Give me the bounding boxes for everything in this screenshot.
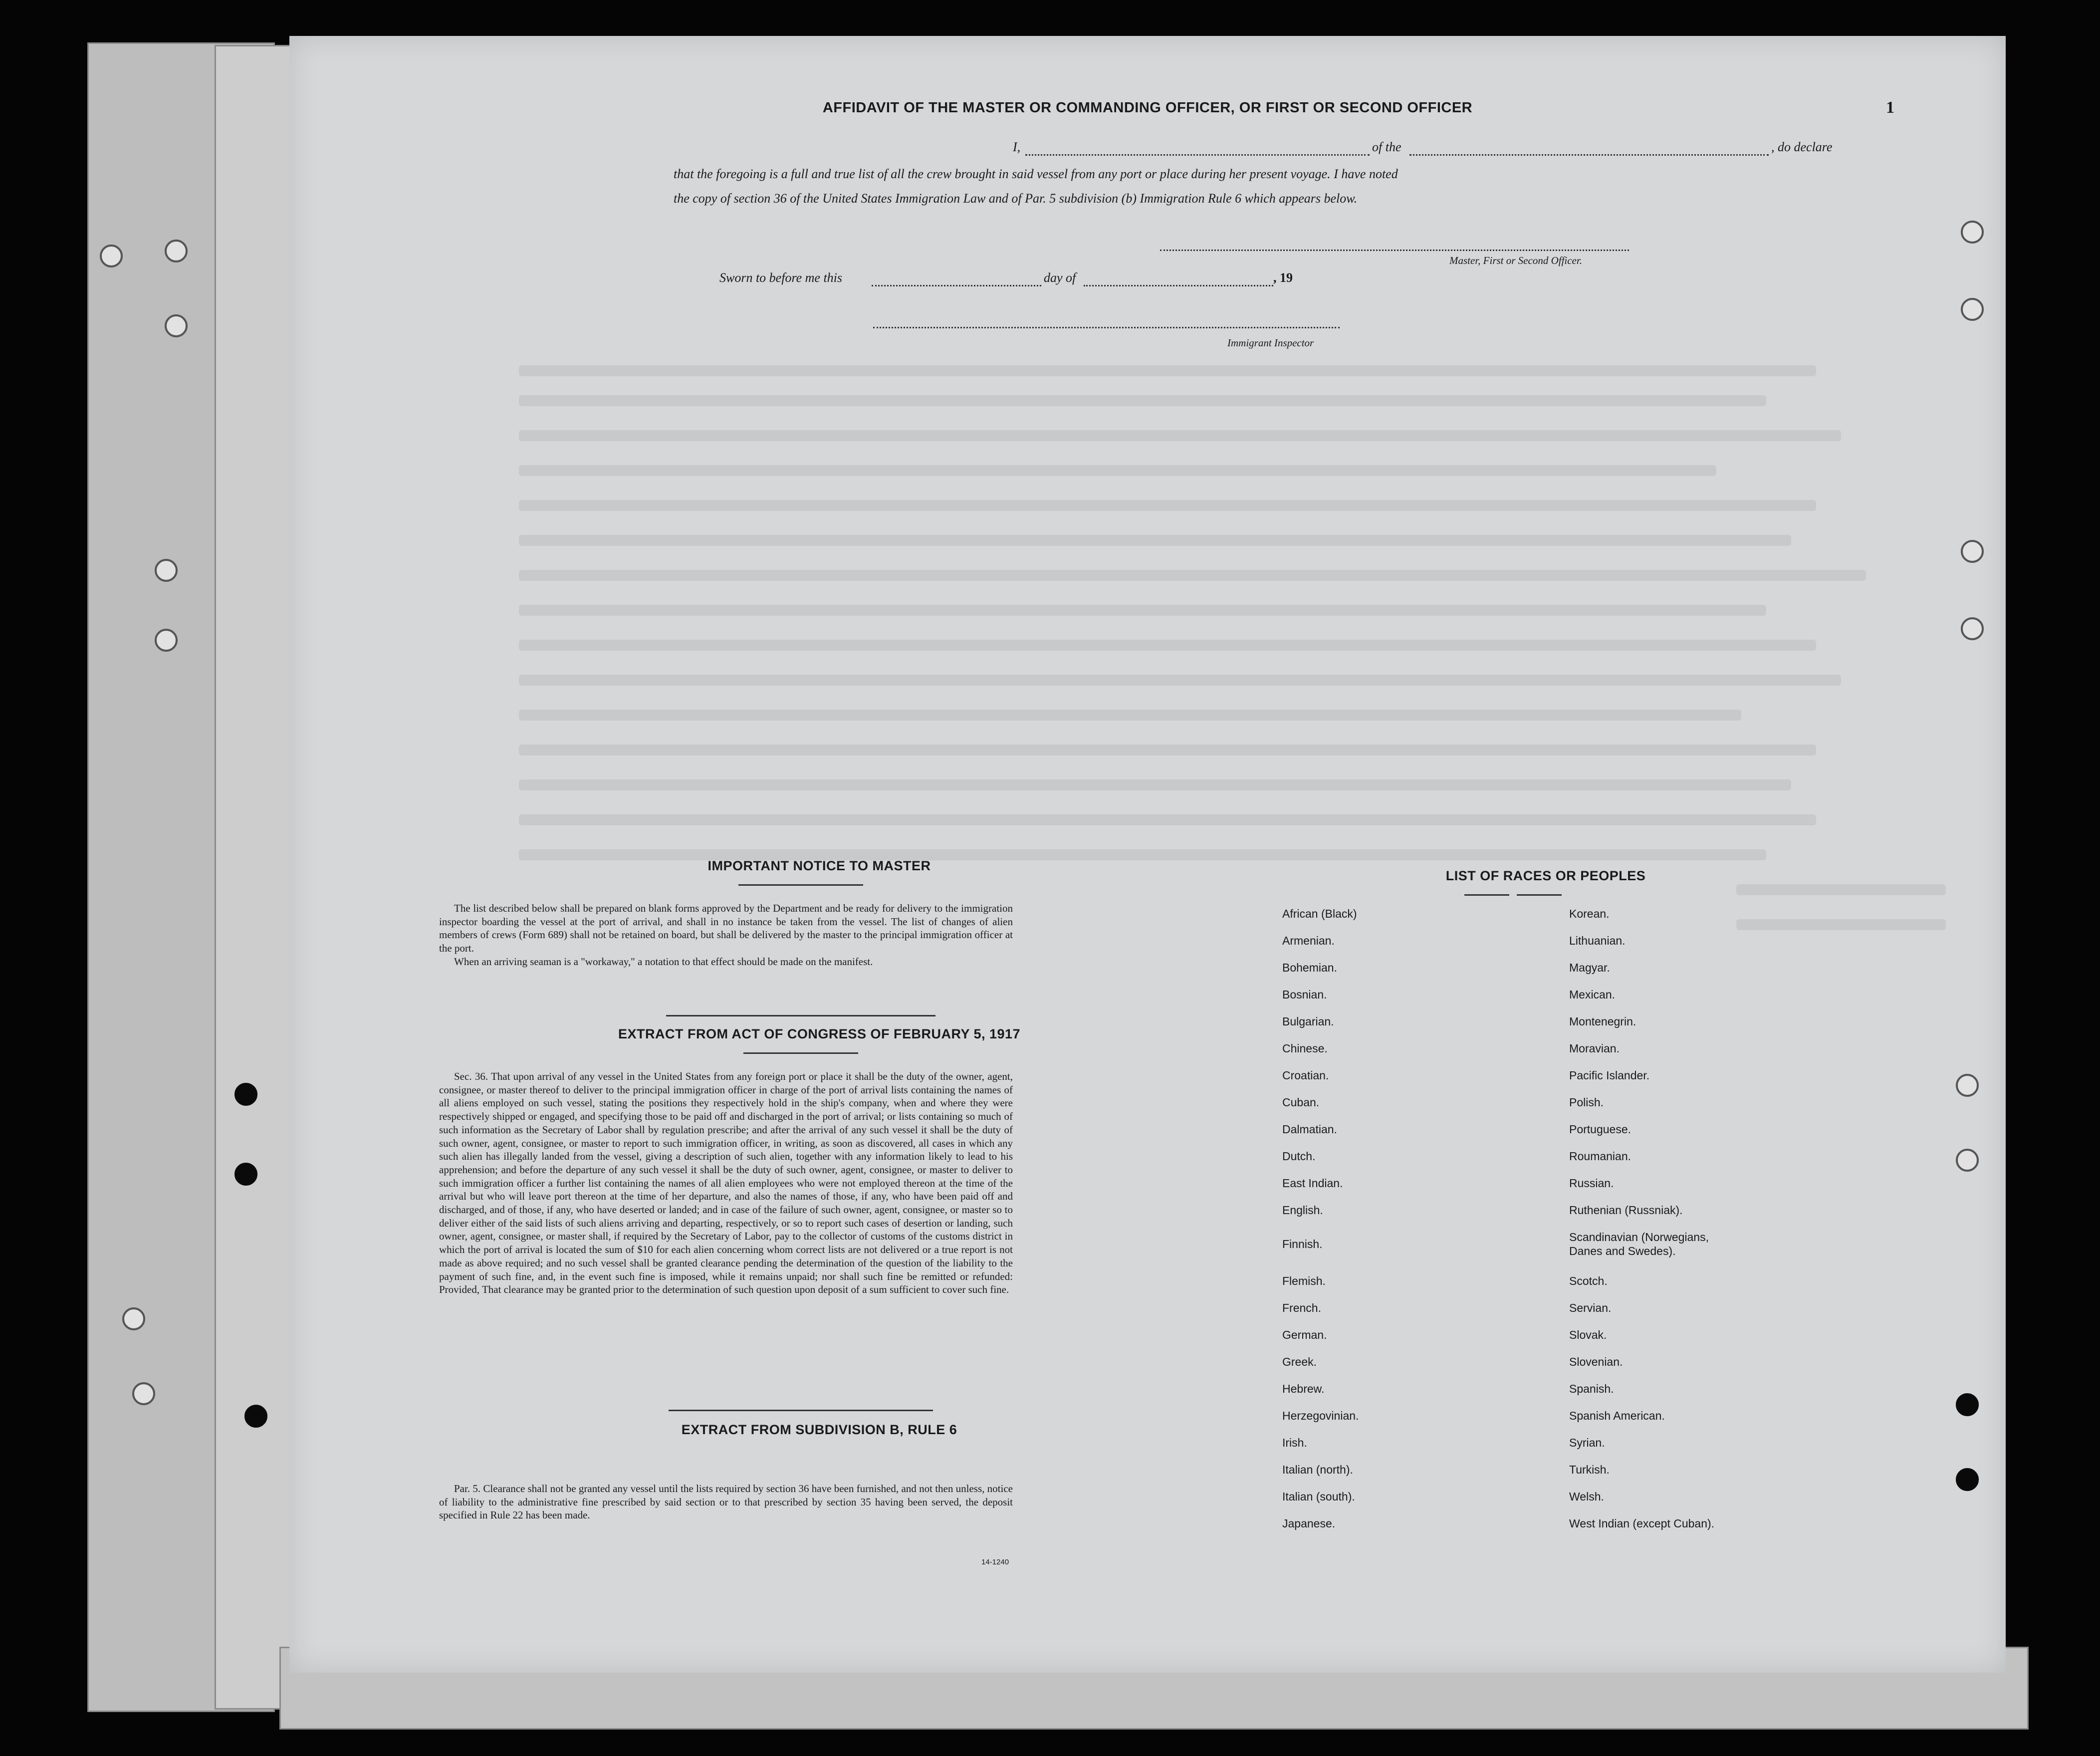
affidavit-do-declare-label: , do declare (1771, 140, 1833, 154)
punch-hole (1956, 1149, 1979, 1172)
punch-hole (1961, 221, 1984, 244)
race-item: Magyar. (1569, 961, 1610, 974)
race-item: Dutch. (1282, 1150, 1316, 1163)
extract-rule-text: Par. 5. Clearance shall not be granted any vessel until the lists required by section 36 have been furnished, and not then unless, notice of liability to the administrative fine prescribed by said section or to that prescribed by section 35 having been served, the deposit specified in Rule 22 has been made. (439, 1483, 1013, 1521)
punch-hole (132, 1382, 155, 1405)
inspector-caption: Immigrant Inspector (1227, 337, 1314, 349)
bleed-through-row (519, 675, 1841, 686)
race-item: Servian. (1569, 1301, 1612, 1314)
sworn-day-of: day of (1044, 270, 1076, 285)
race-item: Spanish American. (1569, 1409, 1665, 1422)
extract-act-heading: EXTRACT FROM ACT OF CONGRESS OF FEBRUARY 5, 1917 (618, 1026, 1021, 1041)
race-item: African (Black) (1282, 907, 1357, 920)
notice-body (439, 902, 1013, 969)
extract-rule-heading: EXTRACT FROM SUBDIVISION B, RULE 6 (681, 1422, 957, 1437)
bleed-through-row (519, 535, 1791, 546)
inspector-signature-line[interactable] (873, 327, 1340, 328)
bleed-through-row (519, 745, 1816, 755)
affidavit-declaration-line (723, 140, 1921, 155)
race-item: Chinese. (1282, 1042, 1328, 1055)
race-item: Hebrew. (1282, 1382, 1325, 1395)
race-item: French. (1282, 1301, 1321, 1314)
sworn-line (719, 270, 1368, 290)
punch-hole (234, 1163, 257, 1186)
race-item: Italian (north). (1282, 1463, 1353, 1476)
punch-hole (1961, 540, 1984, 563)
bleed-through-row (519, 465, 1716, 476)
race-item: Spanish. (1569, 1382, 1614, 1395)
punch-hole (165, 240, 188, 262)
section-rule (669, 1410, 933, 1411)
punch-hole (1956, 1393, 1979, 1416)
race-item: Armenian. (1282, 934, 1335, 947)
punch-hole (1956, 1468, 1979, 1491)
extract-act-rule (743, 1052, 858, 1054)
punch-hole (244, 1405, 267, 1428)
race-item: Herzegovinian. (1282, 1409, 1359, 1422)
punch-hole (234, 1083, 257, 1106)
punch-hole (100, 245, 123, 267)
race-item: Flemish. (1282, 1274, 1326, 1287)
bleed-through-row (1736, 919, 1946, 930)
section-rule (666, 1015, 935, 1016)
bleed-through-row (519, 570, 1866, 581)
race-item: Slovak. (1569, 1328, 1607, 1341)
notice-paragraph-2: When an arriving seaman is a "workaway," a notation to that effect should be made on the manifest. (454, 955, 873, 968)
races-heading: LIST OF RACES OR PEOPLES (1445, 868, 1646, 883)
punch-hole (155, 629, 178, 652)
form-number: 14-1240 (981, 1558, 1009, 1566)
bleed-through-row (519, 779, 1791, 790)
bleed-through-row (519, 710, 1741, 721)
master-name-blank[interactable] (1025, 154, 1370, 156)
races-rule (1464, 894, 1509, 896)
race-item: English. (1282, 1204, 1323, 1217)
sworn-prefix: Sworn to before me this (719, 270, 843, 285)
race-item: Montenegrin. (1569, 1015, 1636, 1028)
extract-rule-body (439, 1482, 1013, 1522)
affidavit-line-2: that the foregoing is a full and true list of all the crew brought in said vessel from any port or place during her present voyage. I have noted (674, 167, 1398, 181)
race-item: Bulgarian. (1282, 1015, 1334, 1028)
extract-act-body (439, 1070, 1013, 1296)
race-item: Dalmatian. (1282, 1123, 1337, 1136)
race-item: Roumanian. (1569, 1150, 1632, 1163)
race-item: East Indian. (1282, 1177, 1343, 1190)
affidavit-i-label: I, (1013, 140, 1021, 154)
extract-act-text: Sec. 36. That upon arrival of any vessel in the United States from any foreign port or place it shall be the duty of the owner, agent, consignee, or master thereof to deliver to the principal immigration officer in charge of the port of arrival lists containing the names of all aliens employed on such vessel, stating the positions they respectively hold in the ship's company, when and where they were respectively shipped or engaged, and specifying those to be paid off and discharged in the port of arrival; or lists containing so much of such information as the Secretary of Labor shall by regulation prescribe; and after the arrival of any such vessel it shall be the duty of such owner, agent, consignee, or master to report to such immigration officer, in writing, as soon as discovered, all cases in which any such alien has illegally landed from the vessel, giving a description of such alien, together with any information likely to lead to his apprehension; and before the departure of any such vessel it shall be the duty of such owner, agent, consignee, or master to deliver to such immigration officer a further list containing the names of all alien employees who were not employed thereon at the time of the arrival but who will leave port thereon at the time of her departure, and also the names of those, if any, who have been paid off and discharged, and of those, if any, who have deserted or landed; and in case of the failure of such owner, agent, consignee, or master so to deliver either of the said lists of such aliens arriving and departing, respectively, or so to report such cases of desertion or landing, such owner, agent, consignee, or master shall, if required by the Secretary of Labor, pay to the collector of customs of the customs district in which the port of arrival is located the sum of $10 for each alien concerning whom correct lists are not delivered or a true report is not made as above required; and no such vessel shall be granted clearance pending the determination of the question of the liability to the payment of such fine, and, in the event such fine is imposed, while it remains unpaid; nor shall such fine be remitted or refunded: Provided, That clearance may be granted prior to the determination of such question upon deposit of a sum sufficient to cover such fine. (439, 1070, 1013, 1296)
races-rule (1517, 894, 1562, 896)
notice-heading: IMPORTANT NOTICE TO MASTER (707, 858, 931, 873)
bleed-through-row (519, 605, 1766, 616)
race-item: Lithuanian. (1569, 934, 1626, 947)
race-item: West Indian (except Cuban). (1569, 1517, 1715, 1530)
vessel-name-blank[interactable] (1409, 154, 1769, 156)
race-item: Korean. (1569, 907, 1610, 920)
notice-paragraph-1: The list described below shall be prepared on blank forms approved by the Department and be ready for delivery to the immigration inspector boarding the vessel at the port of arrival, and shall in no instance be taken from the vessel. The list of changes of alien members of crews (Form 689) shall not be retained on board, but shall be delivered by the master to the principal immigration officer at the port. (439, 902, 1013, 955)
race-item: Japanese. (1282, 1517, 1336, 1530)
punch-hole (122, 1307, 145, 1330)
race-item: Ruthenian (Russniak). (1569, 1204, 1683, 1217)
sworn-year: , 19 (1273, 270, 1293, 285)
race-item: German. (1282, 1328, 1327, 1341)
bleed-through-row (519, 430, 1841, 441)
race-item: Irish. (1282, 1436, 1307, 1449)
page-mark: 1 (1886, 98, 1894, 117)
race-item: Greek. (1282, 1355, 1317, 1368)
punch-hole (1961, 617, 1984, 640)
race-item: Scandinavian (Norwegians, Danes and Swedes). (1569, 1231, 1709, 1257)
sworn-date-blank[interactable] (872, 284, 1041, 286)
affidavit-line-3: the copy of section 36 of the United States Immigration Law and of Par. 5 subdivision (b) Immigration Rule 6 which appears below. (674, 191, 1358, 206)
race-item: Finnish. (1282, 1238, 1323, 1251)
notice-rule (738, 884, 863, 886)
master-signature-line[interactable] (1160, 250, 1629, 251)
sworn-month-blank[interactable] (1084, 284, 1273, 286)
race-item: Croatian. (1282, 1069, 1329, 1082)
race-item: Welsh. (1569, 1490, 1604, 1503)
race-item: Mexican. (1569, 988, 1616, 1001)
race-item: Portuguese. (1569, 1123, 1632, 1136)
manifest-page (289, 36, 2006, 1673)
bleed-through-row (519, 365, 1816, 376)
race-item: Italian (south). (1282, 1490, 1355, 1503)
bleed-through-row (519, 814, 1816, 825)
punch-hole (1961, 298, 1984, 321)
race-item: Polish. (1569, 1096, 1604, 1109)
bleed-through-row (519, 500, 1816, 511)
affidavit-of-the-label: of the (1372, 140, 1401, 154)
punch-hole (165, 314, 188, 337)
race-item: Bosnian. (1282, 988, 1327, 1001)
affidavit-title: AFFIDAVIT OF THE MASTER OR COMMANDING OFFICER, OR FIRST OR SECOND OFFICER (822, 100, 1473, 116)
race-item: Russian. (1569, 1177, 1614, 1190)
race-item: Slovenian. (1569, 1355, 1623, 1368)
punch-hole (155, 559, 178, 582)
punch-hole (1956, 1074, 1979, 1097)
race-item: Pacific Islander. (1569, 1069, 1650, 1082)
race-item: Moravian. (1569, 1042, 1620, 1055)
master-signature-caption: Master, First or Second Officer. (1449, 254, 1582, 266)
race-item: Cuban. (1282, 1096, 1320, 1109)
bleed-through-row (519, 640, 1816, 651)
bleed-through-row (1736, 884, 1946, 895)
race-item: Turkish. (1569, 1463, 1610, 1476)
underlying-page-edge (215, 45, 292, 1710)
race-item: Scotch. (1569, 1274, 1608, 1287)
bleed-through-row (519, 395, 1766, 406)
race-item: Syrian. (1569, 1436, 1605, 1449)
race-item: Bohemian. (1282, 961, 1337, 974)
